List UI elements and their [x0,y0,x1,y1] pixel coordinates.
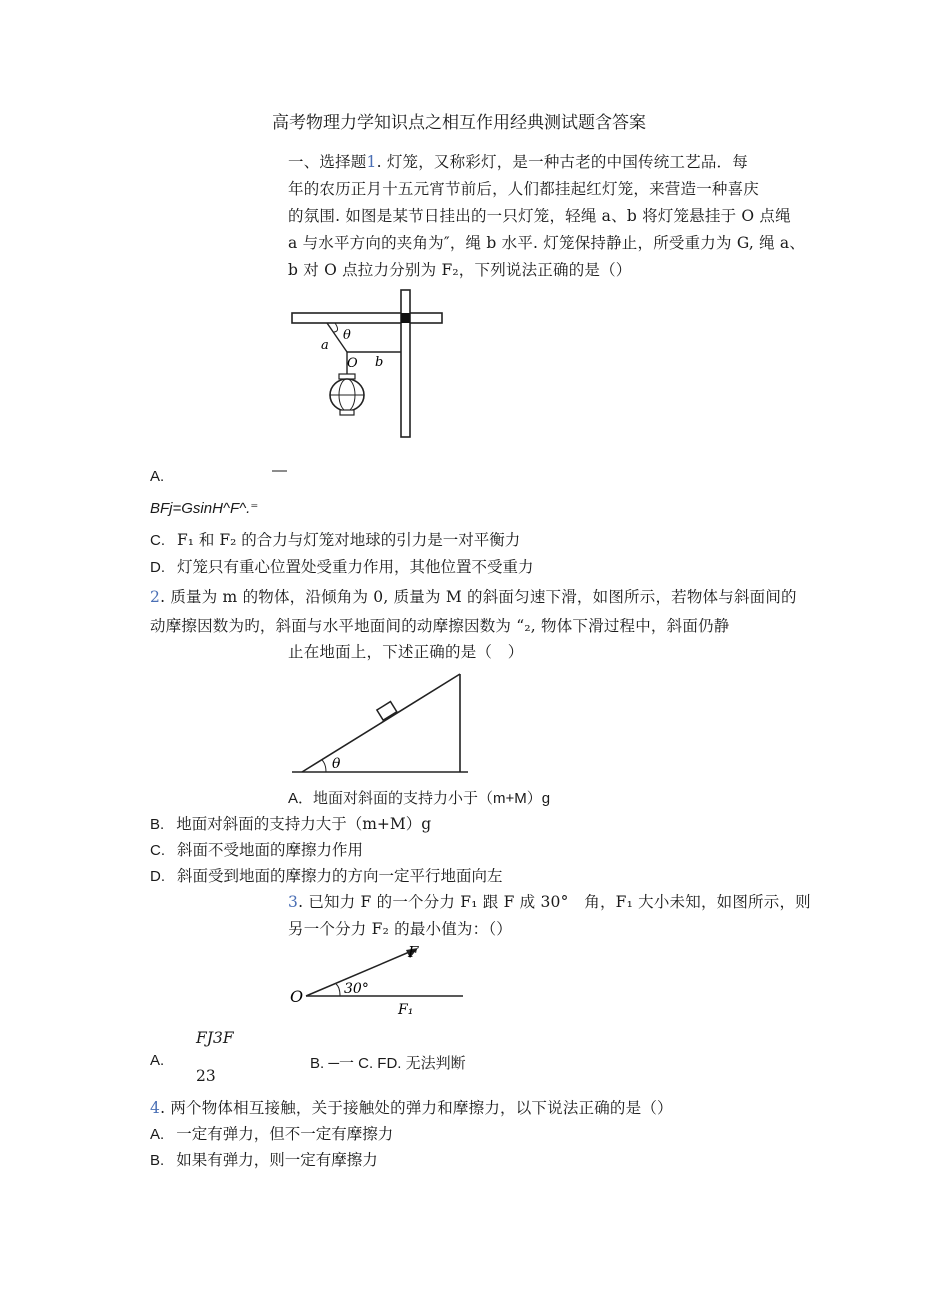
q1-line-3: 的氛围. 如图是某节日挂出的一只灯笼，轻绳 a、b 将灯笼悬挂于 O 点绳 [288,207,791,225]
q2-option-d: D. 斜面受到地面的摩擦力的方向一定平行地面向左 [150,867,503,885]
q4-line-1: 4. 两个物体相互接触，关于接触处的弹力和摩擦力，以下说法正确的是（） [150,1099,673,1117]
vertical-pole [401,290,410,437]
q1-line-1: 一、选择题1. 灯笼，又称彩灯，是一种古老的中国传统工艺品．每 [288,153,748,171]
q2-option-b: B. 地面对斜面的支持力大于（m+M）g [150,815,432,833]
q1-line-2: 年的农历正月十五元宵节前后，人们都挂起红灯笼，来营造一种喜庆 [288,180,760,198]
angle-arc [333,323,338,332]
q2-line-3: 止在地面上，下述正确的是（ ） [288,643,524,661]
q1-option-b: BFj=GsinH^F^.⁼ [150,500,259,517]
label-30-deg: 30° [344,981,369,997]
incline-figure [290,670,470,780]
q2-line-1: 2. 质量为 m 的物体，沿倾角为 0, 质量为 M 的斜面匀速下滑，如图所示，若物体与斜面间的 [150,588,797,606]
sliding-block [377,702,397,721]
q3-option-a-numerator: FJ3F [196,1029,234,1047]
q1-option-d: D. 灯笼只有重心位置处受重力作用，其他位置不受重力 [150,558,534,576]
label-f: F [408,943,419,961]
q3-options-bcd: B. ─一 C. FD. 无法判断 [310,1055,466,1072]
angle-arc [336,984,340,996]
q1-option-a-text: — [272,462,287,479]
label-b: b [375,355,384,370]
label-o: O [290,987,304,1006]
q2-line-2: 动摩擦因数为旳，斜面与水平地面间的动摩擦因数为 “₂, 物体下滑过程中，斜面仍静 [150,617,730,635]
lantern-figure [285,282,455,442]
q4-option-b: B. 如果有弹力，则一定有摩擦力 [150,1151,378,1169]
page-title: 高考物理力学知识点之相互作用经典测试题含答案 [272,113,646,133]
angle-arc [322,760,326,772]
label-a: a [321,338,329,353]
q1-line-5: b 对 O 点拉力分别为 F₂，下列说法正确的是（） [288,261,632,279]
label-f1: F₁ [398,1002,414,1018]
q3-line-2: 另一个分力 F₂ 的最小值为：（） [288,920,512,938]
q3-number: 3 [288,893,299,911]
label-o: O [347,356,358,371]
pole-joint [401,313,410,323]
label-theta: θ [343,328,351,343]
q2-option-c: C. 斜面不受地面的摩擦力作用 [150,841,364,859]
q2-number: 2 [150,588,161,606]
section-lead: 一、选择题 [288,153,367,171]
q1-line-4: a 与水平方向的夹角为″，绳 b 水平. 灯笼保持静止，所受重力为 G, 绳 a、 [288,234,806,252]
label-theta: θ [332,756,341,772]
q4-option-a: A. 一定有弹力，但不一定有摩擦力 [150,1125,394,1143]
q2-option-a: A．地面对斜面的支持力小于（m+M）g [288,790,551,807]
force-figure [288,940,468,1020]
q1-option-a-label: A. [150,468,165,485]
q1-option-c: C. F₁ 和 F₂ 的合力与灯笼对地球的引力是一对平衡力 [150,531,521,549]
q1-number: 1 [366,153,377,171]
horizontal-bar [292,313,442,323]
q3-line-1: 3. 已知力 F 的一个分力 F₁ 跟 F 成 30° 角，F₁ 大小未知，如图所示，则 [288,893,811,911]
q3-option-a-denominator: 23 [196,1067,216,1085]
q4-number: 4 [150,1099,161,1117]
q3-option-a-label: A. [150,1052,165,1069]
incline-surface [302,674,460,772]
